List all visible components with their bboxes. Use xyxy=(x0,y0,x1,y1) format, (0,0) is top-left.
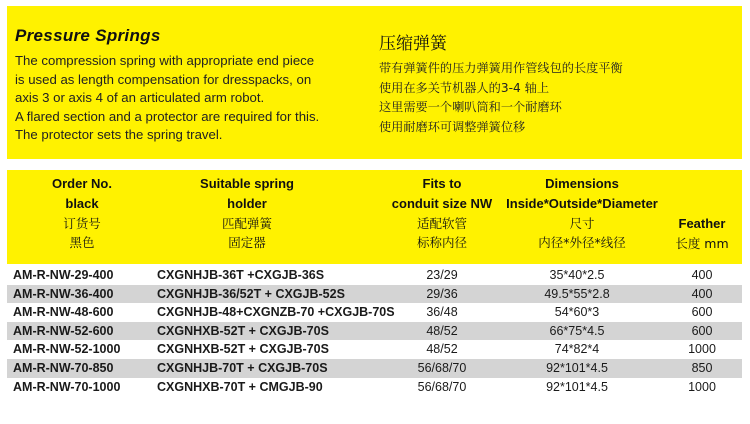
spring-holder: CXGNHXB-70T + CMGJB-90 xyxy=(157,379,323,394)
dimensions: 35*40*2.5 xyxy=(549,268,605,282)
header-dimensions-en: Inside*Outside*Diameter xyxy=(506,196,658,211)
header-holder-en: Suitable spring xyxy=(200,176,294,191)
header-order-zh: 订货号 xyxy=(63,216,101,231)
order-number: AM-R-NW-70-850 xyxy=(13,360,114,375)
header-order-zh: 黑色 xyxy=(69,235,95,250)
header-holder-zh: 固定器 xyxy=(228,235,266,250)
table-row xyxy=(7,266,742,285)
order-number: AM-R-NW-36-400 xyxy=(13,286,114,301)
description-zh-line: 这里需要一个喇叭筒和一个耐磨环 xyxy=(379,100,562,115)
description-en xyxy=(15,52,370,145)
header-nw xyxy=(382,174,502,252)
dimensions: 92*101*4.5 xyxy=(546,360,608,375)
intro-panel xyxy=(7,6,742,159)
description-en-line: The compression spring with appropriate end piece xyxy=(15,53,315,68)
table-row xyxy=(7,285,742,304)
title-en: Pressure Springs xyxy=(15,26,161,45)
dimensions: 74*82*4 xyxy=(554,342,600,357)
table-row xyxy=(7,340,742,359)
feather-length: 1000 xyxy=(688,379,716,394)
dimensions: 66*75*4.5 xyxy=(549,323,605,338)
header-order-en: black xyxy=(65,196,99,211)
table-row xyxy=(7,303,742,322)
dimensions: 49.5*55*2.8 xyxy=(544,286,610,301)
header-holder-zh: 匹配弹簧 xyxy=(221,216,272,231)
header-order-en: Order No. xyxy=(52,176,112,191)
description-zh-line: 使用在多关节机器人的3-4 轴上 xyxy=(379,80,550,95)
description-zh xyxy=(379,59,623,137)
header-nw-zh: 适配软管 xyxy=(416,216,467,231)
dimensions: 54*60*3 xyxy=(554,305,600,320)
order-number: AM-R-NW-52-1000 xyxy=(13,342,121,357)
conduit-size: 48/52 xyxy=(426,323,458,338)
feather-length: 600 xyxy=(691,323,713,338)
spring-holder: CXGNHJB-48+CXGNZB-70 +CXGJB-70S xyxy=(157,305,395,320)
spring-holder: CXGNHJB-36/52T + CXGJB-52S xyxy=(157,286,345,301)
table-body xyxy=(7,266,742,396)
header-feather-zh: 长度 mm xyxy=(675,236,729,251)
order-number: AM-R-NW-29-400 xyxy=(13,268,114,282)
header-feather xyxy=(667,214,737,253)
feather-length: 1000 xyxy=(688,342,716,357)
table-row xyxy=(7,378,742,397)
feather-length: 600 xyxy=(691,305,713,320)
header-feather-en: Feather xyxy=(678,216,726,231)
description-en-line: axis 3 or axis 4 of an articulated arm robot. xyxy=(15,90,265,106)
description-zh-line: 使用耐磨环可调整弹簧位移 xyxy=(379,119,526,134)
order-number: AM-R-NW-52-600 xyxy=(13,323,114,338)
spring-holder: CXGNHXB-52T + CXGJB-70S xyxy=(157,323,329,338)
header-nw-zh: 标称内径 xyxy=(416,235,467,250)
table-row xyxy=(7,359,742,378)
description-en-line: is used as length compensation for dresspacks, on xyxy=(15,71,312,87)
order-number: AM-R-NW-48-600 xyxy=(13,305,114,320)
feather-length: 850 xyxy=(691,360,713,375)
description-en-line: A flared section and a protector are required for this. xyxy=(15,108,320,124)
header-holder xyxy=(182,174,312,252)
conduit-size: 48/52 xyxy=(426,342,458,357)
conduit-size: 29/36 xyxy=(426,286,458,301)
header-nw-en: Fits to xyxy=(422,176,462,191)
title-zh: 压缩弹簧 xyxy=(379,34,447,54)
conduit-size: 56/68/70 xyxy=(417,379,467,394)
conduit-size: 36/48 xyxy=(426,305,458,320)
conduit-size: 56/68/70 xyxy=(417,360,467,375)
header-holder-en: holder xyxy=(227,196,267,211)
header-dimensions-zh: 尺寸 xyxy=(569,216,595,231)
header-dimensions-en: Dimensions xyxy=(545,176,619,191)
table-row xyxy=(7,322,742,341)
spring-holder: CXGNHXB-52T + CXGJB-70S xyxy=(157,342,329,357)
header-dimensions xyxy=(497,174,667,252)
feather-length: 400 xyxy=(691,286,713,301)
header-dimensions-zh: 内径*外径*线径 xyxy=(538,235,626,250)
spring-holder: CXGNHJB-70T + CXGJB-70S xyxy=(157,360,328,375)
description-zh-line: 带有弹簧件的压力弹簧用作管线包的长度平衡 xyxy=(379,61,623,75)
feather-length: 400 xyxy=(691,268,713,282)
spring-holder: CXGNHJB-36T +CXGJB-36S xyxy=(157,268,325,282)
table-header xyxy=(7,170,742,264)
header-nw-en: conduit size NW xyxy=(391,196,493,211)
dimensions: 92*101*4.5 xyxy=(546,379,608,394)
order-number: AM-R-NW-70-1000 xyxy=(13,379,121,394)
conduit-size: 23/29 xyxy=(426,268,458,282)
description-en-line: The protector sets the spring travel. xyxy=(15,127,223,143)
header-order xyxy=(27,174,137,252)
